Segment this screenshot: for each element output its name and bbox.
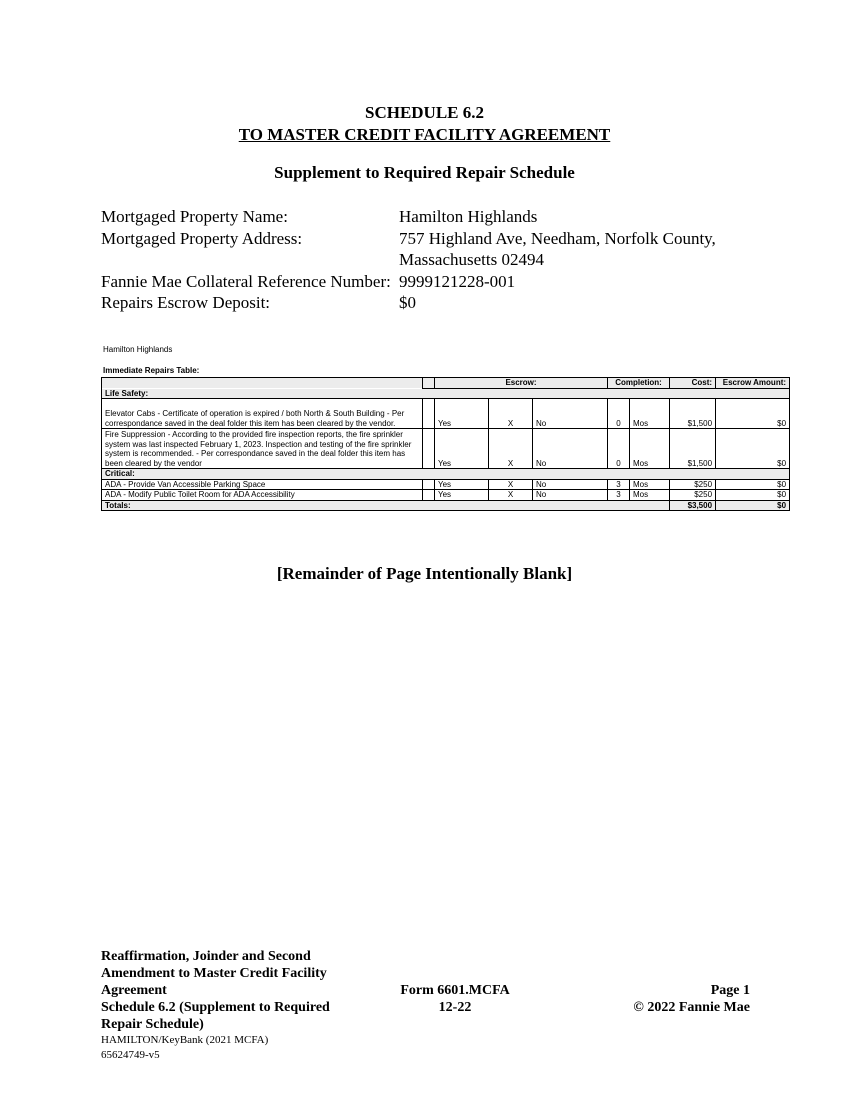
escrow-yes: Yes bbox=[435, 399, 489, 429]
footer-title-line: Reaffirmation, Joinder and Second bbox=[101, 949, 311, 964]
totals-escrow-amount: $0 bbox=[716, 500, 790, 511]
property-name-value: Hamilton Highlands bbox=[399, 207, 538, 226]
escrow-no: No bbox=[533, 490, 608, 501]
completion-unit: Mos bbox=[630, 490, 670, 501]
completion-unit: Mos bbox=[630, 479, 670, 490]
completion-months: 3 bbox=[608, 479, 630, 490]
repair-cost: $1,500 bbox=[670, 399, 716, 429]
escrow-yes: Yes bbox=[435, 479, 489, 490]
footer-title-line: Repair Schedule) bbox=[101, 1017, 204, 1032]
completion-unit: Mos bbox=[630, 399, 670, 429]
footer-left-block bbox=[101, 948, 330, 1063]
page-subtitle: Supplement to Required Repair Schedule bbox=[274, 163, 575, 182]
section-life-safety bbox=[102, 388, 790, 399]
section-label: Life Safety: bbox=[102, 388, 790, 399]
section-label: Critical: bbox=[102, 469, 790, 480]
repair-cost: $250 bbox=[670, 490, 716, 501]
completion-months: 0 bbox=[608, 399, 630, 429]
escrow-no: No bbox=[533, 399, 608, 429]
footer-title-line: Amendment to Master Credit Facility bbox=[101, 966, 327, 981]
footer-doc-id: 65624749-v5 bbox=[101, 1049, 160, 1061]
footer-copyright: © 2022 Fannie Mae bbox=[633, 1000, 750, 1015]
collateral-number: 9999121228-001 bbox=[399, 272, 516, 291]
footer-right-block bbox=[600, 982, 750, 1016]
repair-description: Fire Suppression - According to the provided fire inspection reports, the fire sprinkler system was last inspected February 1, 2023. Inspection and testing of the fire sprinkler system is recommended. - Per correspondance saved in the deal folder this item has been cleared by the vendor bbox=[102, 429, 423, 469]
completion-months: 3 bbox=[608, 490, 630, 501]
totals-cost: $3,500 bbox=[670, 500, 716, 511]
escrow-x: X bbox=[489, 490, 533, 501]
repair-escrow-amount: $0 bbox=[716, 490, 790, 501]
escrow-deposit-value: $0 bbox=[399, 293, 416, 312]
collateral-label: Fannie Mae Collateral Reference Number: bbox=[101, 272, 391, 291]
remainder-notice: [Remainder of Page Intentionally Blank] bbox=[276, 564, 573, 583]
escrow-deposit-label: Repairs Escrow Deposit: bbox=[101, 293, 271, 312]
section-critical bbox=[102, 469, 790, 480]
header-row bbox=[102, 378, 790, 389]
escrow-yes: Yes bbox=[435, 490, 489, 501]
footer-doc-ref: HAMILTON/KeyBank (2021 MCFA) bbox=[101, 1034, 269, 1046]
escrow-yes: Yes bbox=[435, 429, 489, 469]
footer-title-line: Agreement bbox=[101, 983, 167, 998]
repair-escrow-amount: $0 bbox=[716, 429, 790, 469]
footer-page-number: Page 1 bbox=[710, 983, 750, 998]
escrow-no: No bbox=[533, 429, 608, 469]
escrow-x: X bbox=[489, 479, 533, 490]
row-spacer bbox=[423, 479, 435, 490]
table-property-name: Hamilton Highlands bbox=[103, 345, 173, 354]
totals-label: Totals: bbox=[102, 500, 670, 511]
escrow-no: No bbox=[533, 479, 608, 490]
row-spacer bbox=[423, 399, 435, 429]
repair-description: ADA - Modify Public Toilet Room for ADA Accessibility bbox=[102, 490, 423, 501]
footer-form-block bbox=[400, 982, 510, 1016]
header-spacer bbox=[423, 378, 435, 389]
repair-cost: $250 bbox=[670, 479, 716, 490]
immediate-repairs-table bbox=[101, 377, 790, 511]
header-blank bbox=[102, 378, 423, 389]
row-spacer bbox=[423, 490, 435, 501]
property-address-line2: Massachusetts 02494 bbox=[399, 250, 544, 269]
schedule-title: SCHEDULE 6.2 bbox=[364, 103, 485, 122]
escrow-amount-header: Escrow Amount: bbox=[716, 378, 790, 389]
footer-title-line: Schedule 6.2 (Supplement to Required bbox=[101, 1000, 330, 1015]
escrow-x: X bbox=[489, 399, 533, 429]
footer-form-number: Form 6601.MCFA bbox=[400, 983, 510, 998]
table-row bbox=[102, 490, 790, 501]
row-spacer bbox=[423, 429, 435, 469]
completion-unit: Mos bbox=[630, 429, 670, 469]
property-address-line1: 757 Highland Ave, Needham, Norfolk County, bbox=[399, 229, 716, 248]
agreement-title-text: TO MASTER CREDIT FACILITY AGREEMENT bbox=[238, 125, 611, 144]
repair-escrow-amount: $0 bbox=[716, 399, 790, 429]
repair-cost: $1,500 bbox=[670, 429, 716, 469]
escrow-header: Escrow: bbox=[435, 378, 608, 389]
repair-description: ADA - Provide Van Accessible Parking Space bbox=[102, 479, 423, 490]
completion-header: Completion: bbox=[608, 378, 670, 389]
table-title: Immediate Repairs Table: bbox=[103, 366, 200, 375]
completion-months: 0 bbox=[608, 429, 630, 469]
cost-header: Cost: bbox=[670, 378, 716, 389]
footer-form-date: 12-22 bbox=[438, 1000, 472, 1015]
property-name-label: Mortgaged Property Name: bbox=[101, 207, 288, 226]
escrow-x: X bbox=[489, 429, 533, 469]
agreement-title bbox=[0, 125, 849, 145]
repair-description: Elevator Cabs - Certificate of operation is expired / both North & South Building - Per correspondance saved in the deal folder this item has been cleared by the vendor. bbox=[102, 399, 423, 429]
table-row bbox=[102, 399, 790, 429]
table-row bbox=[102, 479, 790, 490]
totals-row bbox=[102, 500, 790, 511]
property-address-label: Mortgaged Property Address: bbox=[101, 229, 303, 248]
repair-escrow-amount: $0 bbox=[716, 479, 790, 490]
table-row bbox=[102, 429, 790, 469]
